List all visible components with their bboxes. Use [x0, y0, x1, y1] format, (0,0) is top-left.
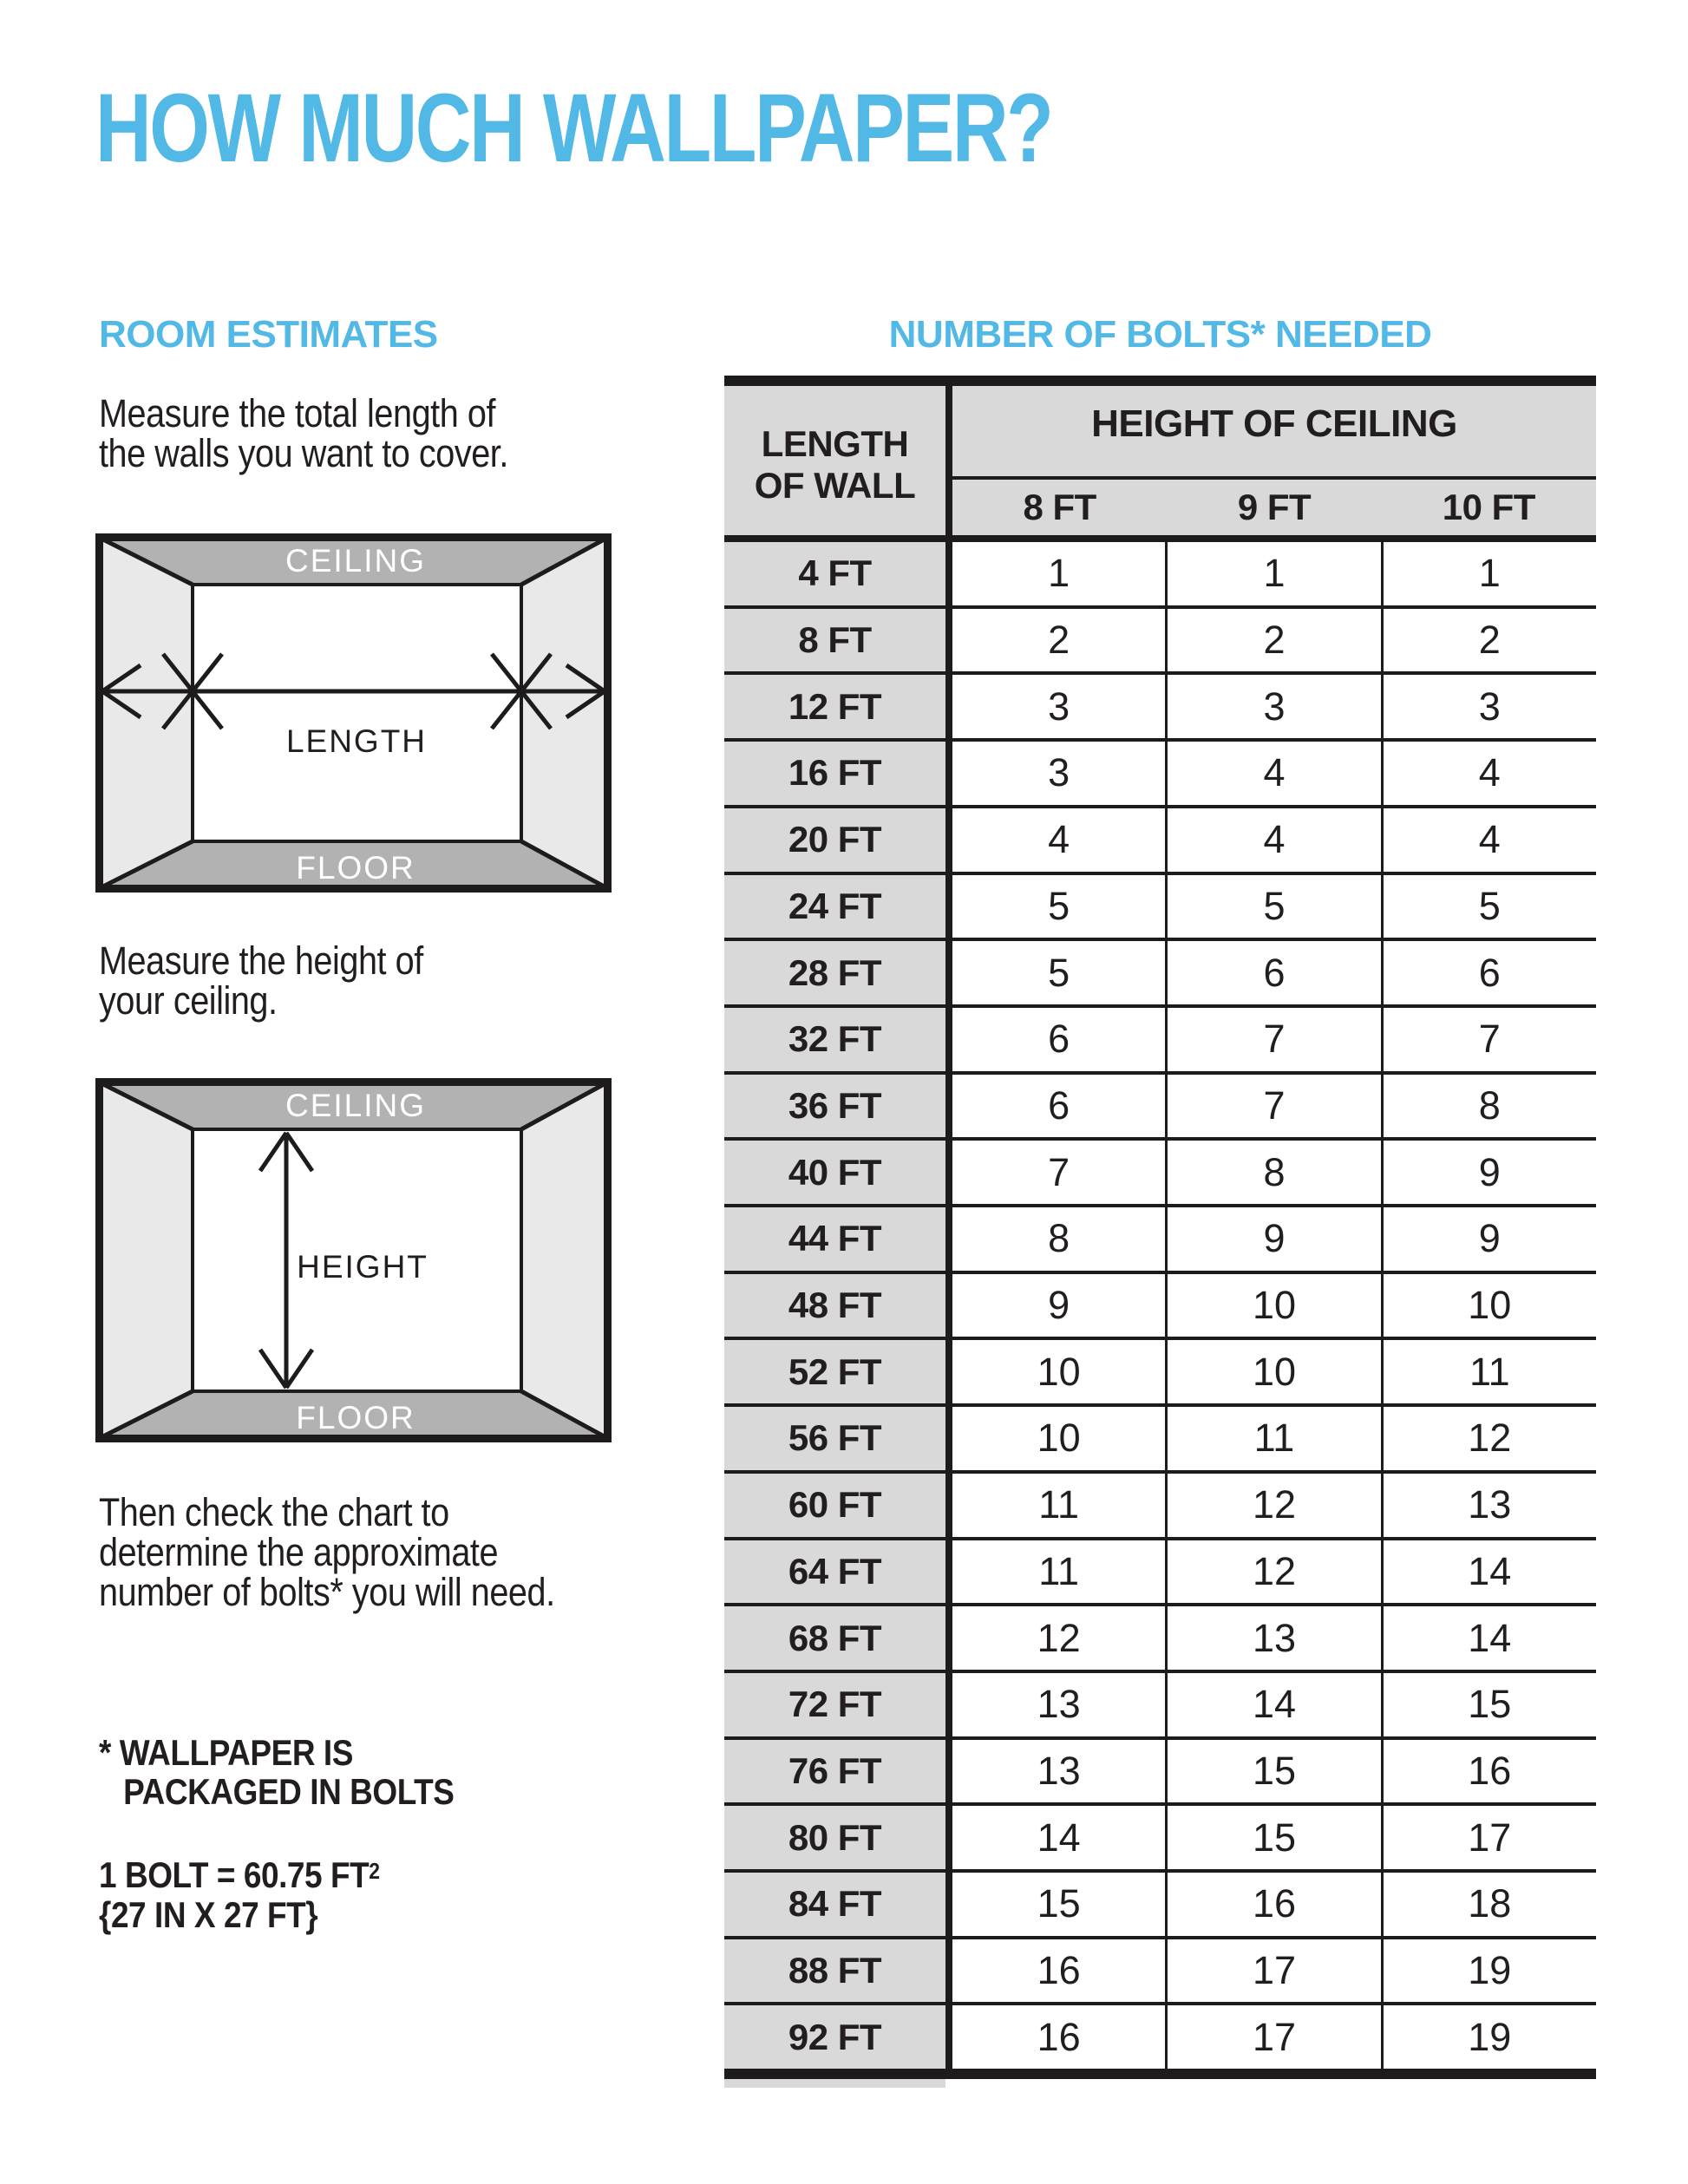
table-row [724, 1736, 1596, 1803]
bolt-count-cell: 9 [1381, 1207, 1596, 1271]
bolt-count-cell: 17 [1165, 2005, 1380, 2069]
bolt-count-cell: 4 [1048, 817, 1070, 862]
bolt-count-cell: 15 [1165, 1806, 1380, 1869]
bolt-count-cell: 12 [1037, 1615, 1081, 1660]
bolt-count-cell: 11 [1165, 1407, 1380, 1470]
table-row [724, 1603, 1596, 1670]
wall-length-cell: 64 FT [788, 1550, 882, 1592]
bolt-count-cell: 3 [1165, 675, 1380, 738]
table-row [724, 1337, 1596, 1403]
table-row [724, 738, 1596, 805]
instruction-line: Measure the total length of [99, 391, 496, 435]
height-of-ceiling-header: HEIGHT OF CEILING [1091, 402, 1457, 445]
bolt-count-cell: 16 [1381, 1740, 1596, 1803]
table-row [724, 605, 1596, 672]
bolt-count-cell: 14 [1381, 1540, 1596, 1604]
bolt-count-cell: 1 [1048, 551, 1070, 596]
bolt-count-cell: 17 [1165, 1939, 1380, 2003]
wall-length-cell: 16 FT [788, 752, 882, 794]
wall-length-cell: 92 FT [788, 2016, 882, 2057]
bolt-count-cell: 8 [1381, 1075, 1596, 1138]
table-row [724, 938, 1596, 1004]
bolt-count-cell: 6 [1165, 941, 1380, 1004]
table-row [724, 2002, 1596, 2069]
table-row [724, 1537, 1596, 1604]
wall-length-cell: 88 FT [788, 1950, 882, 1991]
bolt-count-cell: 8 [1165, 1141, 1380, 1204]
wall-length-cell: 28 FT [788, 951, 882, 993]
table-row [724, 1271, 1596, 1337]
wall-length-cell: 72 FT [788, 1684, 882, 1725]
bolt-count-cell: 13 [1037, 1749, 1081, 1793]
bolt-count-cell: 16 [1037, 2014, 1081, 2059]
wall-length-cell: 44 FT [788, 1218, 882, 1259]
bolt-count-cell: 9 [1048, 1283, 1070, 1328]
bolts-needed-table [724, 376, 1596, 2079]
instruction-step-1 [99, 391, 508, 475]
table-header-border [724, 535, 1596, 542]
wall-length-cell: 24 FT [788, 885, 882, 926]
instruction-line: Then check the chart to [99, 1490, 449, 1534]
section-heading-room-estimates: ROOM ESTIMATES [99, 313, 438, 356]
column-header-9ft: 9 FT [1237, 487, 1312, 527]
bolt-count-cell: 18 [1381, 1873, 1596, 1936]
table-row [724, 1204, 1596, 1271]
column-header-8ft: 8 FT [1023, 487, 1096, 527]
bolt-count-cell: 17 [1381, 1806, 1596, 1869]
wall-length-cell: 84 FT [788, 1883, 882, 1925]
bolt-count-cell: 6 [1048, 1082, 1070, 1128]
bolt-count-cell: 13 [1037, 1682, 1081, 1727]
bolt-count-cell: 16 [1165, 1873, 1380, 1936]
bolt-count-cell: 7 [1165, 1075, 1380, 1138]
bolt-count-cell: 10 [1037, 1416, 1081, 1461]
bolt-count-cell: 4 [1165, 742, 1380, 805]
bolt-count-cell: 15 [1381, 1673, 1596, 1736]
bolt-count-cell: 10 [1381, 1274, 1596, 1337]
bolt-count-cell: 2 [1048, 618, 1070, 663]
wall-length-cell: 48 FT [788, 1285, 882, 1326]
wall-length-cell: 60 FT [788, 1484, 882, 1526]
room-length-diagram [95, 533, 612, 893]
bolt-count-cell: 19 [1381, 1939, 1596, 2003]
instruction-step-3 [99, 1490, 555, 1614]
bolt-count-cell: 4 [1381, 742, 1596, 805]
instruction-line: your ceiling. [99, 978, 278, 1023]
bolt-count-cell: 7 [1381, 1008, 1596, 1071]
table-row [724, 1670, 1596, 1736]
footnote-line: * WALLPAPER IS [99, 1732, 353, 1773]
wall-length-cell: 56 FT [788, 1417, 882, 1459]
wall-length-cell: 40 FT [788, 1151, 882, 1193]
wall-length-cell: 36 FT [788, 1084, 882, 1126]
bolt-count-cell: 9 [1165, 1207, 1380, 1271]
bolt-count-cell: 11 [1038, 1482, 1080, 1527]
bolt-dimensions: {27 IN X 27 FT} [99, 1894, 318, 1935]
table-row [724, 542, 1596, 605]
bolt-count-cell: 3 [1048, 750, 1070, 795]
bolt-size-info [99, 1851, 380, 1935]
bolt-count-cell: 12 [1165, 1540, 1380, 1604]
table-row [724, 805, 1596, 872]
bolt-count-cell: 1 [1165, 542, 1380, 605]
ceiling-height-subheaders [952, 480, 1596, 535]
wall-length-cell: 76 FT [788, 1750, 882, 1791]
bolt-count-cell: 12 [1165, 1474, 1380, 1537]
bolt-count-cell: 14 [1165, 1673, 1380, 1736]
wall-length-cell: 12 FT [788, 685, 882, 727]
wall-length-cell: 8 FT [798, 619, 872, 661]
height-label: HEIGHT [297, 1249, 429, 1285]
bolt-count-cell: 10 [1037, 1349, 1081, 1394]
table-row [724, 1403, 1596, 1470]
bolt-count-cell: 15 [1037, 1881, 1081, 1926]
wall-length-cell: 32 FT [788, 1018, 882, 1060]
ceiling-label: CEILING [285, 543, 427, 579]
bolt-count-cell: 7 [1048, 1149, 1070, 1194]
bolt-count-cell: 2 [1165, 609, 1380, 672]
instruction-line: Measure the height of [99, 938, 423, 983]
length-label: LENGTH [285, 723, 428, 759]
table-row [724, 1004, 1596, 1071]
instruction-step-2 [99, 938, 423, 1023]
bolt-count-cell: 13 [1381, 1474, 1596, 1537]
bolt-count-cell: 14 [1381, 1606, 1596, 1670]
ceiling-label: CEILING [285, 1088, 427, 1123]
bolt-count-cell: 5 [1048, 950, 1070, 995]
floor-label: FLOOR [296, 1400, 415, 1435]
bolt-count-cell: 4 [1381, 808, 1596, 872]
wall-length-cell: 4 FT [798, 553, 872, 594]
wall-length-cell: 52 FT [788, 1350, 882, 1392]
bolt-count-cell: 13 [1165, 1606, 1380, 1670]
column-header-10ft: 10 FT [1442, 487, 1535, 527]
floor-label: FLOOR [296, 850, 415, 886]
table-row [724, 1137, 1596, 1204]
table-row [724, 671, 1596, 738]
instruction-line: the walls you want to cover. [99, 431, 508, 475]
bolt-equation: 1 BOLT = 60.75 $FT^2$ [99, 1854, 380, 1895]
bolt-count-cell: 19 [1381, 2005, 1596, 2069]
bolt-count-cell: 11 [1381, 1340, 1596, 1403]
table-row [724, 1802, 1596, 1869]
bolt-count-cell: 2 [1381, 609, 1596, 672]
bolt-count-cell: 6 [1048, 1017, 1070, 1062]
bolt-count-cell: 5 [1048, 883, 1070, 928]
table-bottom-border [724, 2069, 1596, 2079]
bolts-footnote [99, 1733, 454, 1811]
right-wall-surface [521, 1082, 607, 1438]
bolt-count-cell: 3 [1381, 675, 1596, 738]
length-of-wall-header: LENGTH OF WALL [754, 423, 916, 506]
table-row [724, 1869, 1596, 1936]
bolt-count-cell: 3 [1048, 683, 1070, 729]
bolt-count-cell: 14 [1037, 1815, 1081, 1860]
bolt-count-cell: 8 [1048, 1216, 1070, 1261]
instruction-line: number of bolts* you will need. [99, 1570, 555, 1614]
bolt-count-cell: 16 [1037, 1948, 1081, 1993]
table-vertical-divider [945, 376, 952, 2079]
back-wall [193, 585, 521, 841]
bolt-count-cell: 9 [1381, 1141, 1596, 1204]
bolt-count-cell: 5 [1381, 875, 1596, 938]
bolt-table-rows [724, 542, 1596, 2069]
table-heading-number-of-bolts: NUMBER OF BOLTS* NEEDED [888, 313, 1432, 356]
wall-length-cell: 80 FT [788, 1816, 882, 1858]
wall-length-cell: 20 FT [788, 819, 882, 860]
table-row [724, 1936, 1596, 2003]
bolt-count-cell: 11 [1038, 1548, 1080, 1593]
bolt-count-cell: 10 [1165, 1274, 1380, 1337]
table-row [724, 1071, 1596, 1138]
bolt-count-cell: 4 [1165, 808, 1380, 872]
table-top-border [724, 376, 1596, 386]
bolt-count-cell: 12 [1381, 1407, 1596, 1470]
right-wall-surface [521, 538, 607, 888]
bolt-count-cell: 5 [1165, 875, 1380, 938]
table-row [724, 1470, 1596, 1537]
wall-length-cell: 68 FT [788, 1617, 882, 1658]
page-title: HOW MUCH WALLPAPER? [95, 74, 1052, 182]
squared-superscript: 2 [369, 1858, 380, 1884]
left-wall-surface [100, 538, 193, 888]
room-height-diagram [95, 1078, 612, 1442]
bolt-count-cell: 7 [1165, 1008, 1380, 1071]
bolt-count-cell: 1 [1381, 542, 1596, 605]
footnote-line: PACKAGED IN BOLTS [123, 1771, 455, 1812]
table-row [724, 872, 1596, 938]
instruction-line: determine the approximate [99, 1530, 499, 1574]
bolt-count-cell: 15 [1165, 1740, 1380, 1803]
bolt-count-cell: 6 [1381, 941, 1596, 1004]
left-wall-surface [100, 1082, 193, 1438]
bolt-count-cell: 10 [1165, 1340, 1380, 1403]
